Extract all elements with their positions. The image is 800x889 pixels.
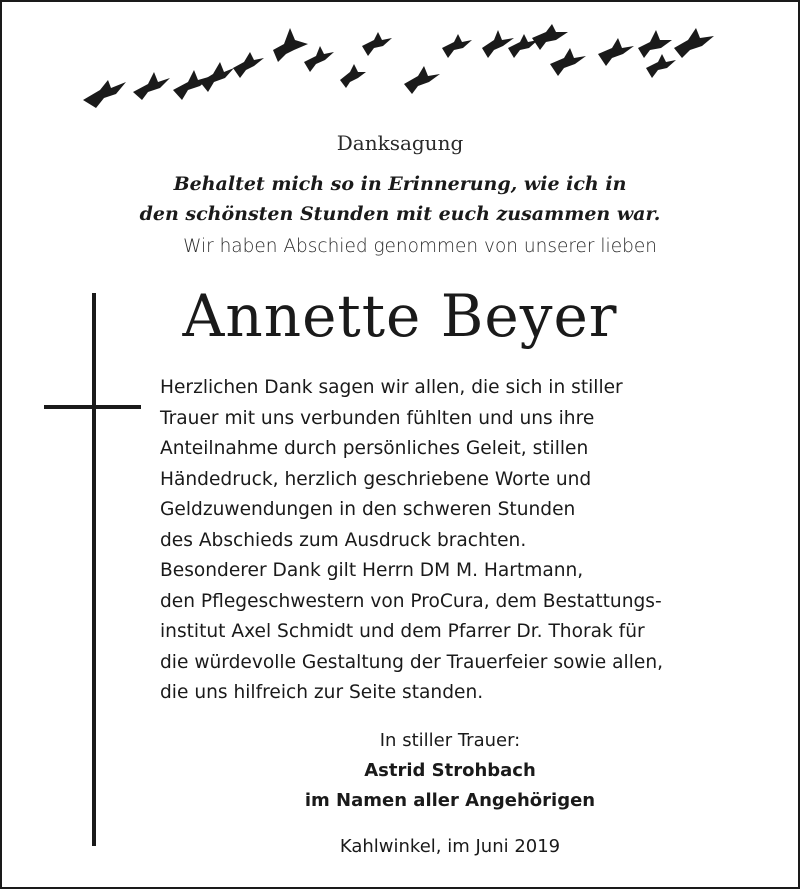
body-line: die würdevolle Gestaltung der Trauerfeier sowie allen, [160,651,664,673]
notice-heading: Danksagung [336,131,464,155]
thanks-body [160,373,790,709]
body-line: Herzlichen Dank sagen wir allen, die sich in stiller [160,377,623,398]
body-line: des Abschieds zum Ausdruck brachten. [160,529,527,551]
body-line: Trauer mit uns verbunden fühlten und uns ihre [160,407,595,429]
deceased-name: Annette Beyer [182,282,618,350]
quote-line-2: den schönsten Stunden mit euch zusammen war. [139,203,661,225]
signature-intro: In stiller Trauer: [379,730,521,751]
body-line: die uns hilfreich zur Seite standen. [160,682,484,703]
intro-text: Wir haben Abschied genommen von unserer lieben [183,236,657,257]
signature-name: Astrid Strohbach [364,760,536,781]
cross-horizontal-bar [44,405,141,409]
body-line: Besonderer Dank gilt Herrn DM M. Hartmann, [160,560,584,581]
body-line: Anteilnahme durch persönliches Geleit, stillen [160,438,589,459]
body-line: institut Axel Schmidt und dem Pfarrer Dr. Thorak für [160,621,645,642]
signature-relation: im Namen aller Angehörigen [304,790,596,811]
body-line: Geldzuwendungen in den schweren Stunden [160,499,576,520]
flying-birds-icon [78,18,718,118]
place-and-date: Kahlwinkel, im Juni 2019 [339,836,561,857]
body-line: Händedruck, herzlich geschriebene Worte und [160,468,592,490]
cross-vertical-bar [92,293,96,846]
body-line: den Pflegeschwestern von ProCura, dem Bestattungs- [160,590,662,612]
quote-line-1: Behaltet mich so in Erinnerung, wie ich in [173,173,627,195]
